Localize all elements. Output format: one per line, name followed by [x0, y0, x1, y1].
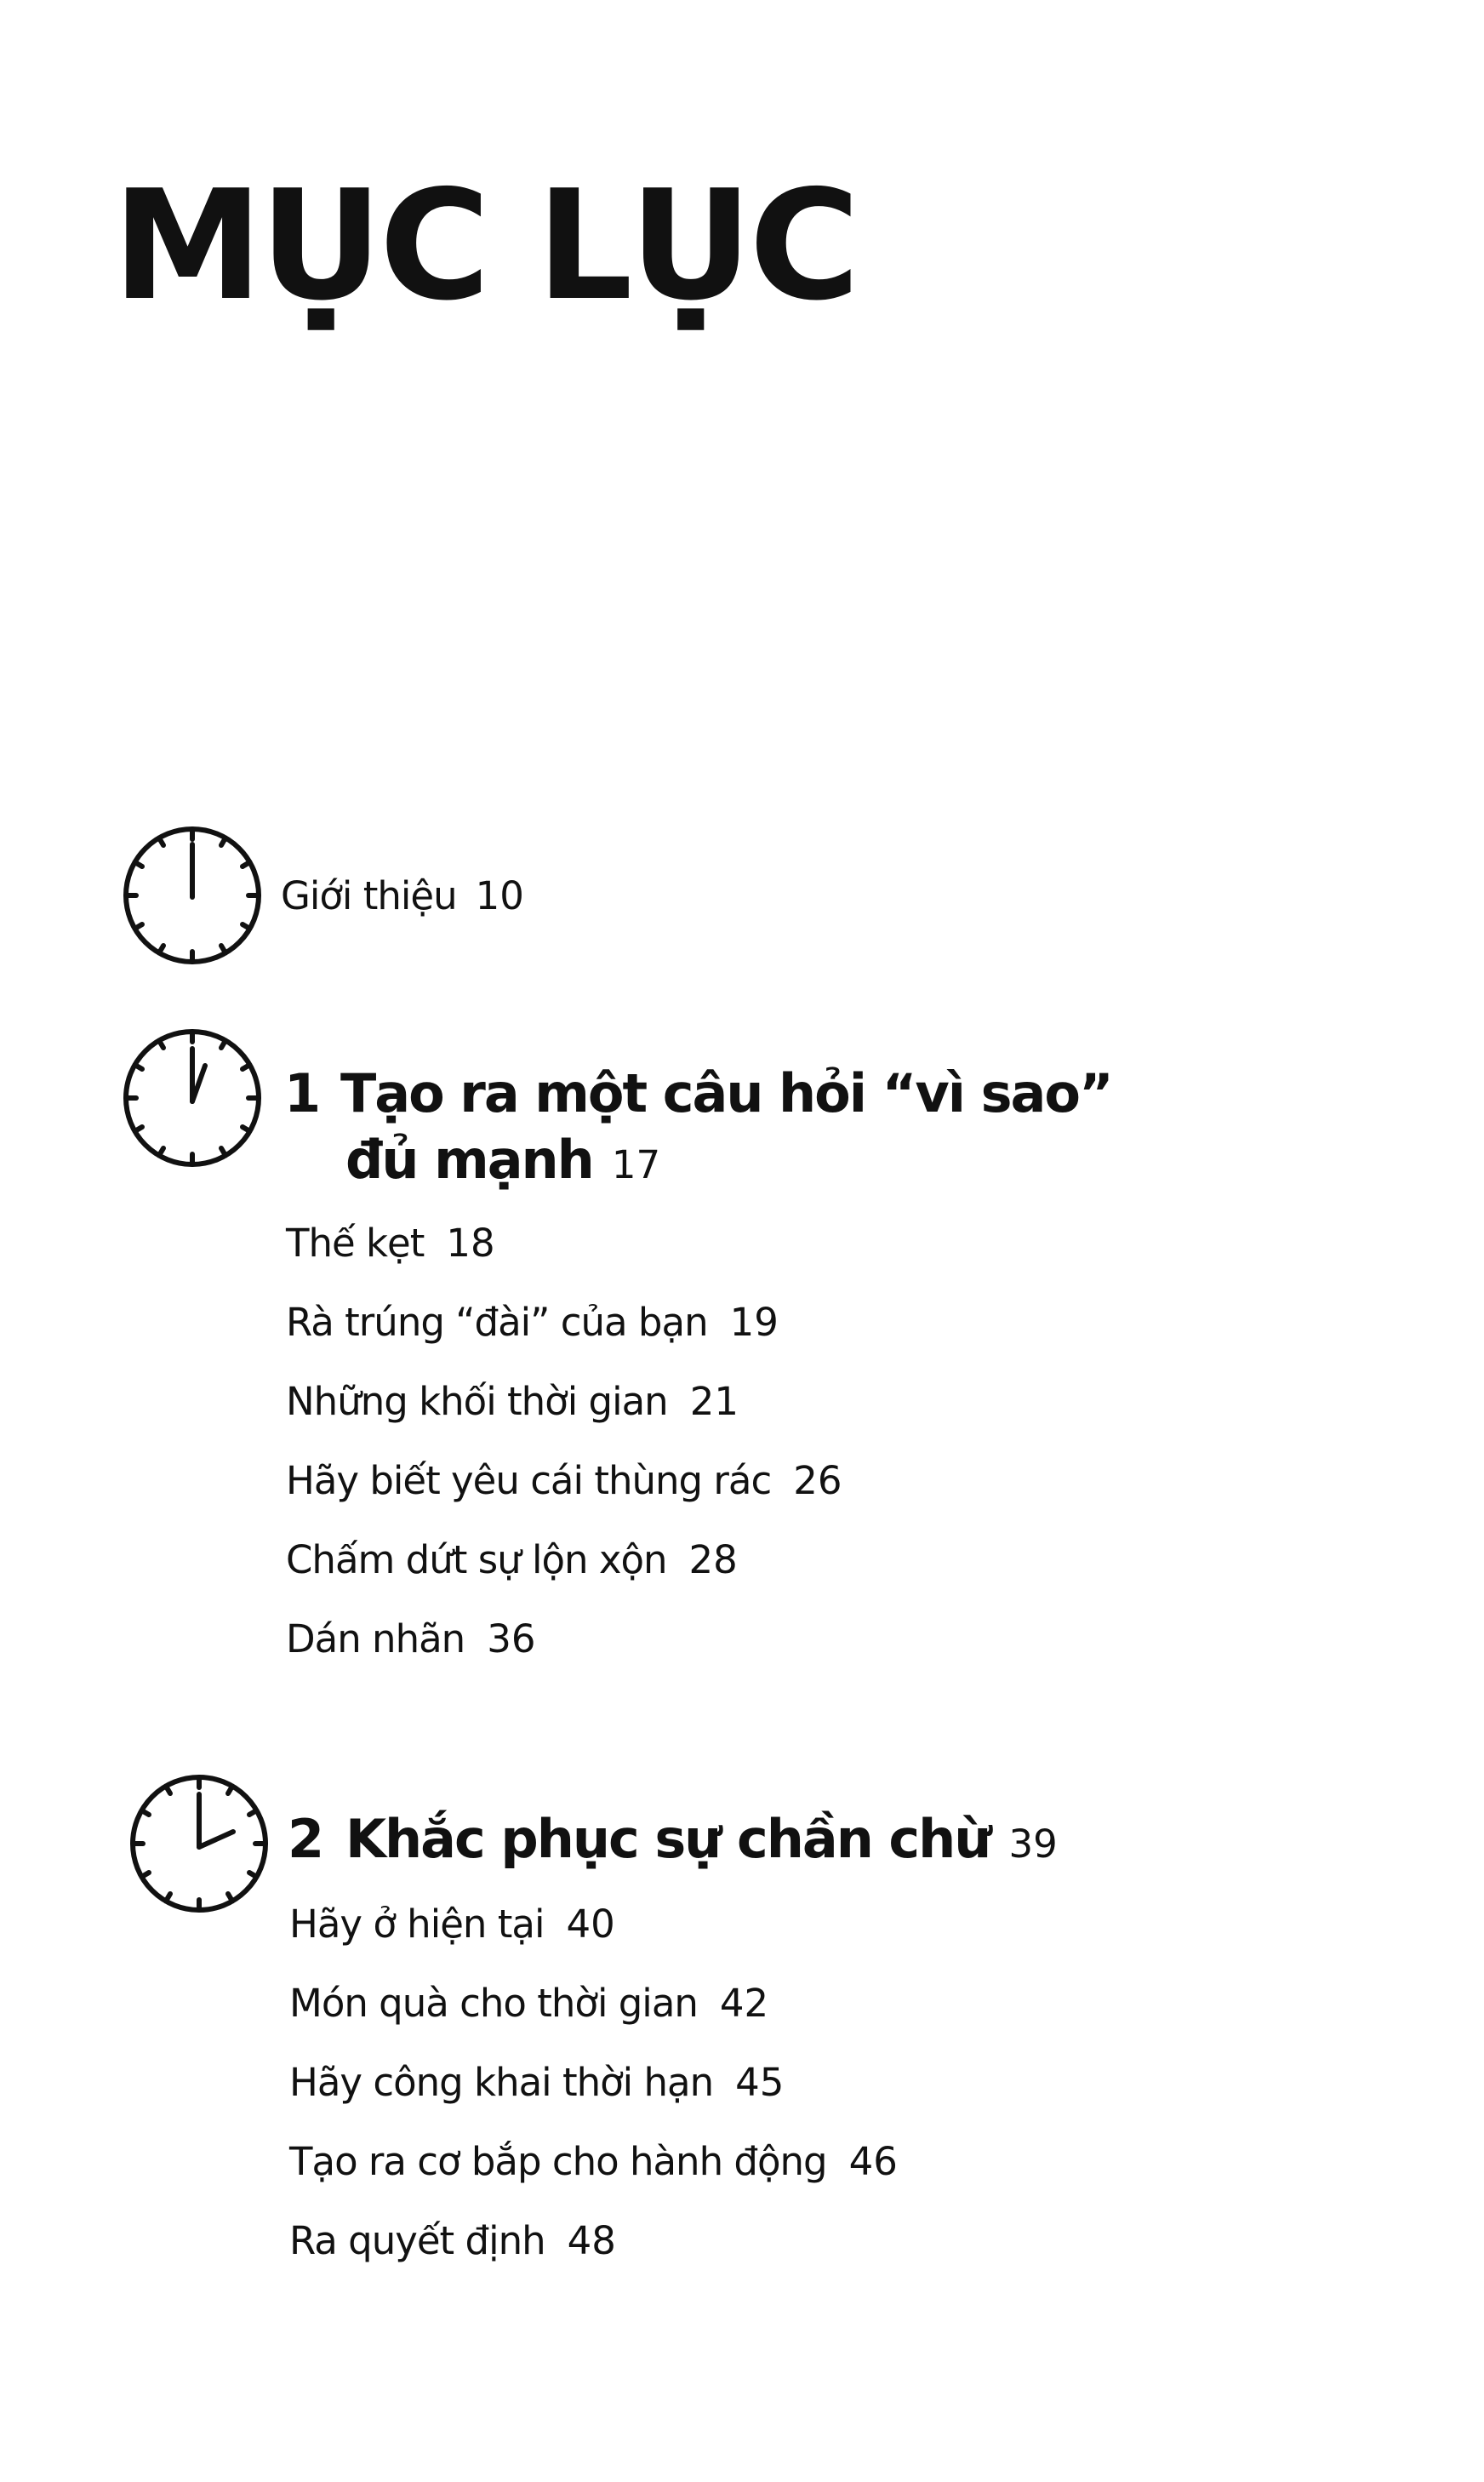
- chapter-title[interactable]: Tạo ra một câu hỏi “vì sao”: [340, 1062, 1112, 1124]
- toc-entry-label: Món quà cho thời gian: [289, 1981, 698, 2026]
- clock-1-icon: [119, 1025, 265, 1171]
- toc-entry[interactable]: [286, 1441, 842, 1520]
- page-number: 26: [793, 1458, 842, 1503]
- toc-entry[interactable]: [286, 1599, 842, 1678]
- toc-entry-label: Hãy công khai thời hạn: [289, 2060, 714, 2105]
- toc-entry[interactable]: [289, 2201, 898, 2280]
- chapter-number: 2: [288, 1808, 323, 1870]
- toc-entry-intro[interactable]: [281, 873, 524, 918]
- page-number: 10: [475, 873, 524, 918]
- toc-entry-label: Giới thiệu: [281, 873, 457, 918]
- page-number: 45: [735, 2060, 785, 2105]
- chapter-2-subsections: [289, 1884, 898, 2280]
- toc-entry-label: Những khối thời gian: [286, 1379, 668, 1424]
- toc-entry-label: Chấm dứt sự lộn xộn: [286, 1537, 667, 1582]
- toc-entry[interactable]: [289, 1884, 898, 1964]
- page-number: 18: [446, 1221, 495, 1266]
- toc-entry[interactable]: [289, 2043, 898, 2122]
- chapter-title[interactable]: Khắc phục sự chần chừ 39: [345, 1808, 1058, 1870]
- toc-entry-label: Dán nhãn: [286, 1616, 465, 1661]
- chapter-1-subsections: [286, 1204, 842, 1678]
- toc-entry-label: Thế kẹt: [286, 1221, 425, 1266]
- page-number: 21: [689, 1379, 739, 1424]
- page-number: 39: [1008, 1821, 1058, 1867]
- page-number: 40: [566, 1902, 615, 1947]
- page-number: 42: [719, 1981, 769, 2026]
- page-number: 28: [688, 1537, 738, 1582]
- page-number: 19: [729, 1300, 779, 1345]
- toc-entry[interactable]: [289, 1964, 898, 2043]
- toc-entry-label: Ra quyết định: [289, 2218, 545, 2263]
- toc-entry[interactable]: [286, 1520, 842, 1599]
- toc-entry-label: Rà trúng “đài” của bạn: [286, 1300, 708, 1345]
- toc-entry[interactable]: [286, 1283, 842, 1362]
- chapter-number: 1: [284, 1062, 320, 1124]
- page-number: 46: [848, 2139, 898, 2184]
- clock-2-icon: [126, 1770, 272, 1917]
- toc-entry-label: Tạo ra cơ bắp cho hành động: [289, 2139, 827, 2184]
- page-number: 48: [567, 2218, 616, 2263]
- page-number: 36: [487, 1616, 536, 1661]
- toc-entry[interactable]: [289, 2122, 898, 2201]
- chapter-title-line-2[interactable]: đủ mạnh 17: [345, 1129, 661, 1191]
- toc-entry[interactable]: [286, 1204, 842, 1283]
- page-number: 17: [611, 1142, 661, 1187]
- clock-12-icon: [119, 822, 265, 969]
- toc-entry-label: Hãy biết yêu cái thùng rác: [286, 1458, 772, 1503]
- toc-entry-label: Hãy ở hiện tại: [289, 1902, 545, 1947]
- toc-entry[interactable]: [286, 1362, 842, 1441]
- page-title: MỤC LỤC: [112, 157, 857, 334]
